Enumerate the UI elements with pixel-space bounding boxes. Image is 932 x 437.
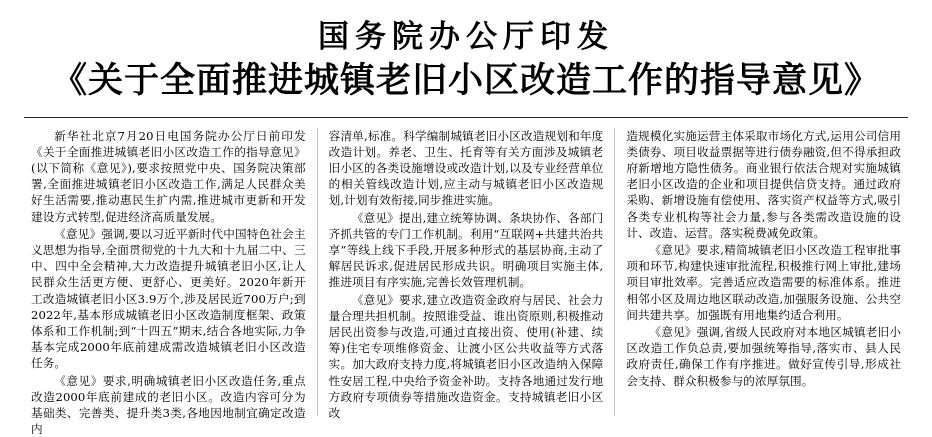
article-column-2 (317, 128, 615, 420)
paragraph: 《意见》强调,要以习近平新时代中国特色社会主义思想为指导,全面贯彻党的十九大和十九届二中、三中、四中全会精神,大力改造提升城镇老旧小区,让人民群众生活更方便、更舒心、更美好。2020年新开工改造城镇老旧小区3.9万个,涉及居民近700万户;到2022年,基本形成城镇老旧小区改造制度框架、政策体系和工作机制;到“十四五”期末,结合各地实际,力争基本完成2000年底前建成需改造城镇老旧小区改造任务。 (31, 226, 306, 371)
paragraph: 新华社北京7月20日电国务院办公厅日前印发《关于全面推进城镇老旧小区改造工作的指导意见》(以下简称《意见》),要求按照党中央、国务院决策部署,全面推进城镇老旧小区改造工作,满足人民群众美好生活需要,推动惠民生扩内需,推进城市更新和开发建设方式转型,促进经济高质量发展。 (31, 128, 306, 224)
paragraph: 《意见》提出,建立统筹协调、条块协作、各部门齐抓共管的专门工作机制。利用“互联网+共建共治共享”等线上线下手段,开展多种形式的基层协商,主动了解居民诉求,促进居民形成共识。明确项目实施主体,推进项目有序实施,完善长效管理机制。 (328, 210, 604, 290)
article-columns (20, 128, 912, 437)
paragraph: 《意见》要求,明确城镇老旧小区改造任务,重点改造2000年底前建成的老旧小区。改造内容可分为基础类、完善类、提升类3类,各地因地制宜确定改造内 (31, 373, 306, 437)
headline-divider (24, 117, 908, 118)
paragraph: 《意见》要求,建立改造资金政府与居民、社会力量合理共担机制。按照谁受益、谁出资原则,积极推动居民出资参与改造,可通过直接出资、使用(补建、续筹)住宅专项维修资金、让渡小区公共收益等方式落实。加大政府支持力度,将城镇老旧小区改造纳入保障性安居工程,中央给予资金补助。支持各地通过发行地方政府专项债券等措施改造资金。支持城镇老旧小区改 (328, 292, 604, 420)
headline-line-2: 《关于全面推进城镇老旧小区改造工作的指导意见》 (51, 59, 880, 101)
paragraph: 《意见》强调,省级人民政府对本地区城镇老旧小区改造工作负总责,要加强统筹指导,落实市、县人民政府责任,确保工作有序推进。做好宣传引导,形成社会支持、群众积极参与的浓厚氛围。 (626, 324, 902, 388)
paragraph: 容清单,标准。科学编制城镇老旧小区改造规划和年度改造计划。养老、卫生、托育等有关方面涉及城镇老旧小区的各类设施增设或改造计划,以及专业经营单位的相关管线改造计划,应主动与城镇老旧小区改造规划,计划有效衔接,同步推进实施。 (328, 128, 604, 208)
article-headline (20, 18, 912, 103)
headline-line-1: 国务院办公厅印发 (318, 19, 614, 55)
paragraph: 《意见》要求,精简城镇老旧小区改造工程审批事项和环节,构建快速审批流程,积极推行网上审批,建场项目审批效率。完善适应改造需要的标准体系。推进相邻小区及周边地区联动改造,加强服务设施、公共空间共建共享。加强既有用地集约适合利用。 (626, 242, 902, 322)
article-column-1 (20, 128, 317, 437)
paragraph: 造规模化实施运营主体采取市场化方式,运用公司信用类债券、项目收益票据等进行债券融资,但不得承担政府新增地方隐性债务。商业银行依法合规对实施城镇老旧小区改造的企业和项目提供信贷支持。通过政府采购、新增设施有偿使用、落实资产权益等方式,吸引各类专业机构等社会力量,参与各类需改造设施的设计、改造、运营。落实税费减免政策。 (626, 128, 902, 240)
article-column-3 (614, 128, 912, 416)
